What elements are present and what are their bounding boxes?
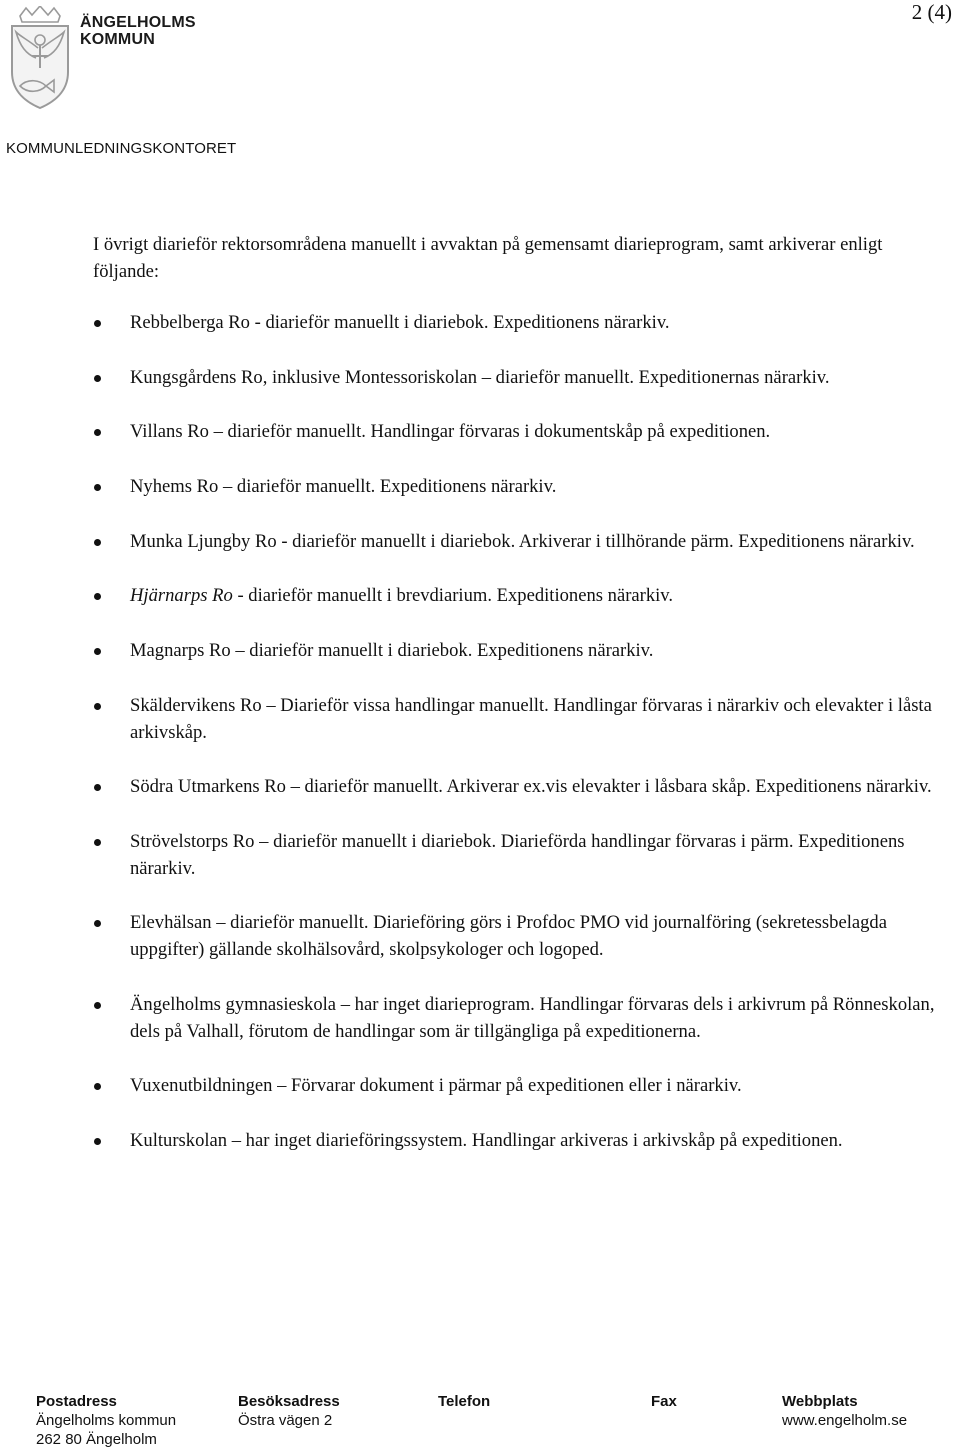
list-item: Elevhälsan – diarieför manuellt. Diarieföring görs i Profdoc PMO vid journalföring (sekretessbelagda uppgifter) gällande skolhälsovård, skolpsykologer och logoped. [0, 910, 960, 964]
bullet-icon [94, 1002, 101, 1009]
list-item: Södra Utmarkens Ro – diarieför manuellt. Arkiverar ex.vis elevakter i låsbara skåp. Expeditionens närarkiv. [0, 774, 960, 801]
footer-besoksadress: Besöksadress Östra vägen 2 [238, 1393, 340, 1429]
list-item: Munka Ljungby Ro - diarieför manuellt i diariebok. Arkiverar i tillhörande pärm. Expeditionens närarkiv. [0, 529, 960, 556]
bullet-icon [94, 375, 101, 382]
bullet-icon [94, 539, 101, 546]
list-item: Skäldervikens Ro – Diarieför vissa handlingar manuellt. Handlingar förvaras i närarkiv och elevakter i låsta arkivskåp. [0, 693, 960, 747]
coat-of-arms-logo [6, 6, 74, 110]
list-item: Ängelholms gymnasieskola – har inget diarieprogram. Handlingar förvaras dels i arkivrum på Rönneskolan, dels på Valhall, förutom de handlingar som är tillgängliga på expeditionerna. [0, 992, 960, 1046]
logo-line-2: KOMMUN [80, 31, 155, 48]
list-item: Nyhems Ro – diarieför manuellt. Expeditionens närarkiv. [0, 474, 960, 501]
list-item: Rebbelberga Ro - diarieför manuellt i diariebok. Expeditionens närarkiv. [0, 310, 960, 337]
list-item: Strövelstorps Ro – diarieför manuellt i diariebok. Diarieförda handlingar förvaras i pärm. Expeditionens närarkiv. [0, 829, 960, 883]
department-name: KOMMUNLEDNINGSKONTORET [6, 140, 237, 157]
footer-postadress: Postadress Ängelholms kommun 262 80 Ängelholm [36, 1393, 177, 1448]
list-item: Kulturskolan – har inget diarieföringssystem. Handlingar arkiveras i arkivskåp på expeditionen. [0, 1128, 960, 1155]
footer-fax: Fax [651, 1393, 677, 1410]
footer-webbplats: Webbplats www.engelholm.se [782, 1393, 908, 1429]
intro-paragraph: I övrigt diarieför rektorsområdena manuellt i avvaktan på gemensamt diarieprogram, samt arkiverar enligt följande: [93, 234, 883, 282]
bullet-icon [94, 429, 101, 436]
bullet-icon [94, 484, 101, 491]
list-item: Kungsgårdens Ro, inklusive Montessoriskolan – diarieför manuellt. Expeditionernas närarkiv. [0, 365, 960, 392]
bullet-icon [94, 920, 101, 927]
bullet-icon [94, 1083, 101, 1090]
list-item: Villans Ro – diarieför manuellt. Handlingar förvaras i dokumentskåp på expeditionen. [0, 419, 960, 446]
website-link[interactable]: www.engelholm.se [782, 1412, 908, 1429]
bullet-icon [94, 839, 101, 846]
footer-telefon: Telefon [438, 1393, 491, 1410]
page-number: 2 (4) [911, 0, 952, 24]
list-item: Hjärnarps Ro - diarieför manuellt i brevdiarium. Expeditionens närarkiv. [0, 583, 960, 610]
archive-list [0, 310, 960, 1155]
bullet-icon [94, 1138, 101, 1145]
bullet-icon [94, 784, 101, 791]
bullet-icon [94, 320, 101, 327]
list-item: Vuxenutbildningen – Förvarar dokument i pärmar på expeditionen eller i närarkiv. [0, 1073, 960, 1100]
bullet-icon [94, 703, 101, 710]
municipality-name [80, 14, 196, 48]
list-item: Magnarps Ro – diarieför manuellt i diariebok. Expeditionens närarkiv. [0, 638, 960, 665]
bullet-icon [94, 593, 101, 600]
logo-line-1: ÄNGELHOLMS [80, 14, 196, 31]
bullet-icon [94, 648, 101, 655]
